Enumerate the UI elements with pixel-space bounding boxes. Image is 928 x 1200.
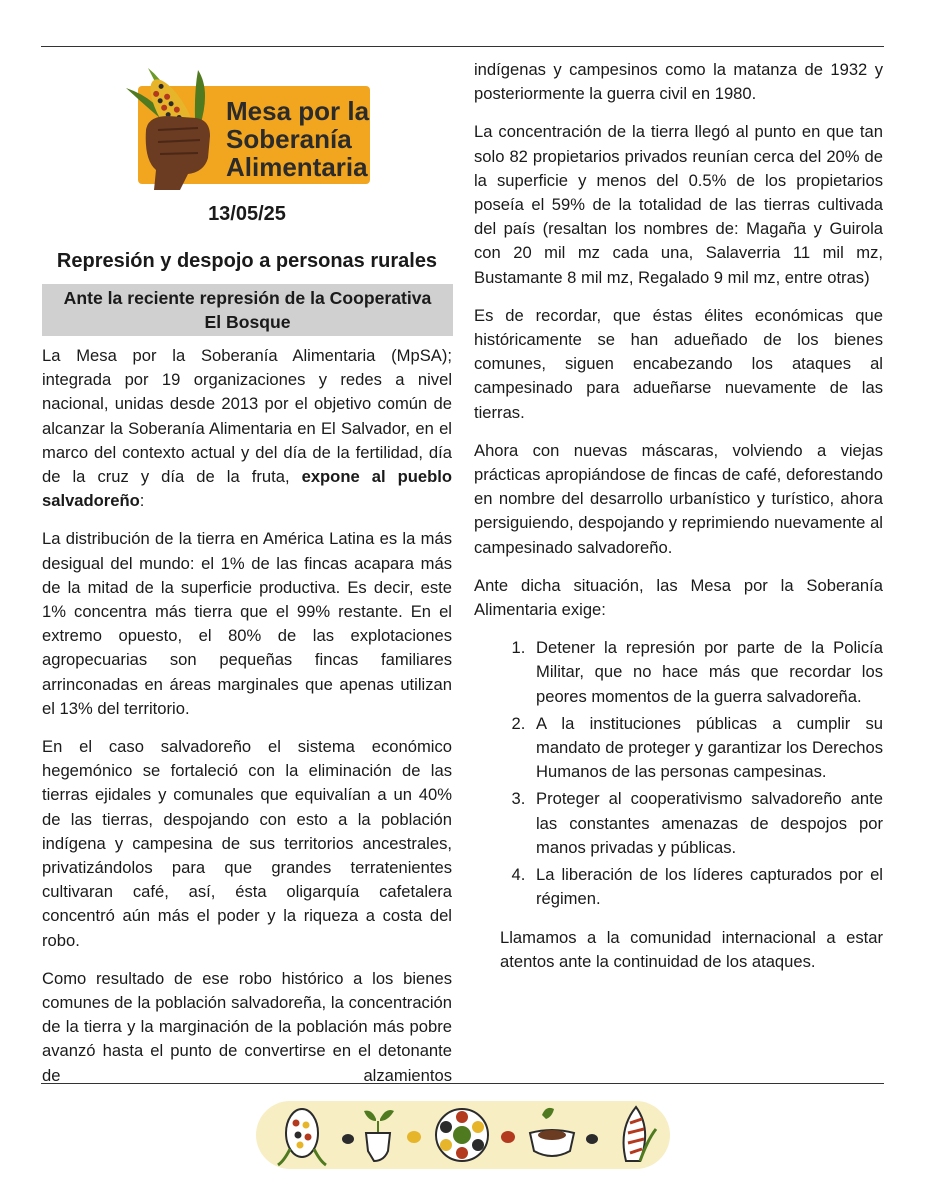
paragraph-salvadoran-case: En el caso salvadoreño el sistema económico hegemónico se fortaleció con la eliminación de las tierras ejidales y comunales que equivalían a un 40% de las tierras, despojando con esto a la población indígena y campesina de sus territorios ancestrales, privatizándolos para que grandes terratenientes cultivaran café, así, ésta oligarquía cafetalera concentró aún más el poder y la riqueza a costa del robo. — [42, 737, 452, 950]
subtitle-box — [42, 284, 453, 336]
demand-item: 4. La liberación de los líderes capturados por el régimen. — [530, 863, 883, 911]
document-date: 13/05/25 — [208, 203, 286, 225]
footer-banner — [256, 1099, 670, 1171]
bottom-rule — [41, 1083, 884, 1084]
intro-emphasis: expone al pueblo salvadoreño — [42, 467, 452, 511]
subtitle-line-2: El Bosque — [204, 312, 291, 332]
logo-line-3: Alimentaria — [226, 152, 368, 182]
demand-item: 3. Proteger al cooperativismo salvadoreño ante las constantes amenazas de despojos por manos privadas y públicas. — [530, 787, 883, 860]
seed-icon — [407, 1131, 421, 1143]
seed-icon — [586, 1134, 598, 1144]
document-title: Represión y despojo a personas rurales — [56, 250, 438, 272]
seed-icon — [501, 1131, 515, 1143]
demand-item: 2. A la instituciones públicas a cumplir su mandato de proteger y garantizar los Derechos Humanos de las personas campesinas. — [530, 712, 883, 785]
right-column — [474, 58, 883, 988]
paragraph-intro: La Mesa por la Soberanía Alimentaria (MpSA); integrada por 19 organizaciones y redes a nivel nacional, unidas desde 2013 por el objetivo común de alcanzar la Soberanía Alimentaria en El Salvador, en el marco del contexto actual y del día de la fertilidad, día de la cruz y día de la fruta, expone al pueblo salvadoreño: — [42, 346, 452, 511]
paragraph-land-concentration: La concentración de la tierra llegó al punto en que tan solo 82 propietarios privados reunían cerca del 20% de la superficie y menos del 0.5% de los propietarios poseía el 59% de la totalidad de las tierras cultivada del país (resaltan los nombres de: Magaña y Guirola con 20 mil mz cada una, Salaverria 11 mil mz, Bustamante 8 mil mz, Regalado 9 mil mz, entre otras) — [474, 122, 883, 287]
demand-item: 1. Detener la represión por parte de la Policía Militar, que no hace más que recordar los peores momentos de la guerra salvadoreña. — [530, 636, 883, 709]
mpsa-logo — [118, 58, 378, 190]
paragraph-demands-intro: Ante dicha situación, las Mesa por la Soberanía Alimentaria exige: — [474, 575, 883, 620]
logo-line-1: Mesa por la — [226, 96, 370, 126]
flower-icon — [436, 1109, 488, 1161]
left-column — [42, 344, 452, 1102]
paragraph-land-distribution: La distribución de la tierra en América Latina es la más desigual del mundo: el 1% de las fincas acapara más de la mitad de la superficie productiva. Es decir, este 1% concentra más tierra que el 99% restante. En el extremo opuesto, el 80% de las explotaciones agropecuarias son pequeñas fincas familiares arrinconadas en áreas marginales que apenas utilizan el 13% del territorio. — [42, 529, 452, 718]
paragraph-continuation: indígenas y campesinos como la matanza de 1932 y posteriormente la guerra civil en 1980. — [474, 60, 883, 104]
logo-line-2: Soberanía — [226, 124, 352, 154]
demands-list — [474, 636, 883, 911]
paragraph-closing: Llamamos a la comunidad internacional a estar atentos ante la continuidad de los ataques. — [500, 927, 883, 971]
top-rule — [41, 46, 884, 47]
paragraph-historic-robbery: Como resultado de ese robo histórico a los bienes comunes de la población salvadoreña, la concentración de la tierra y la marginación de la población más pobre avanzó hasta el punto de convertirse en el detonante de alzamientos — [42, 968, 452, 1085]
paragraph-elites: Es de recordar, que éstas élites económicas que históricamente se han adueñado de los bienes comunes, siguen encabezando los ataques al campesinado para adueñarse nuevamente de las tierras. — [474, 305, 883, 422]
seed-icon — [342, 1134, 354, 1144]
paragraph-new-masks: Ahora con nuevas máscaras, volviendo a viejas prácticas apropiándose de fincas de café, deforestando en nombre del desarrollo urbanístico y turístico, ahora persiguiendo, despojando y reprimiendo nuevamente al campesinado salvadoreño. — [474, 440, 883, 557]
subtitle-line-1: Ante la reciente represión de la Cooperativa — [63, 288, 432, 308]
